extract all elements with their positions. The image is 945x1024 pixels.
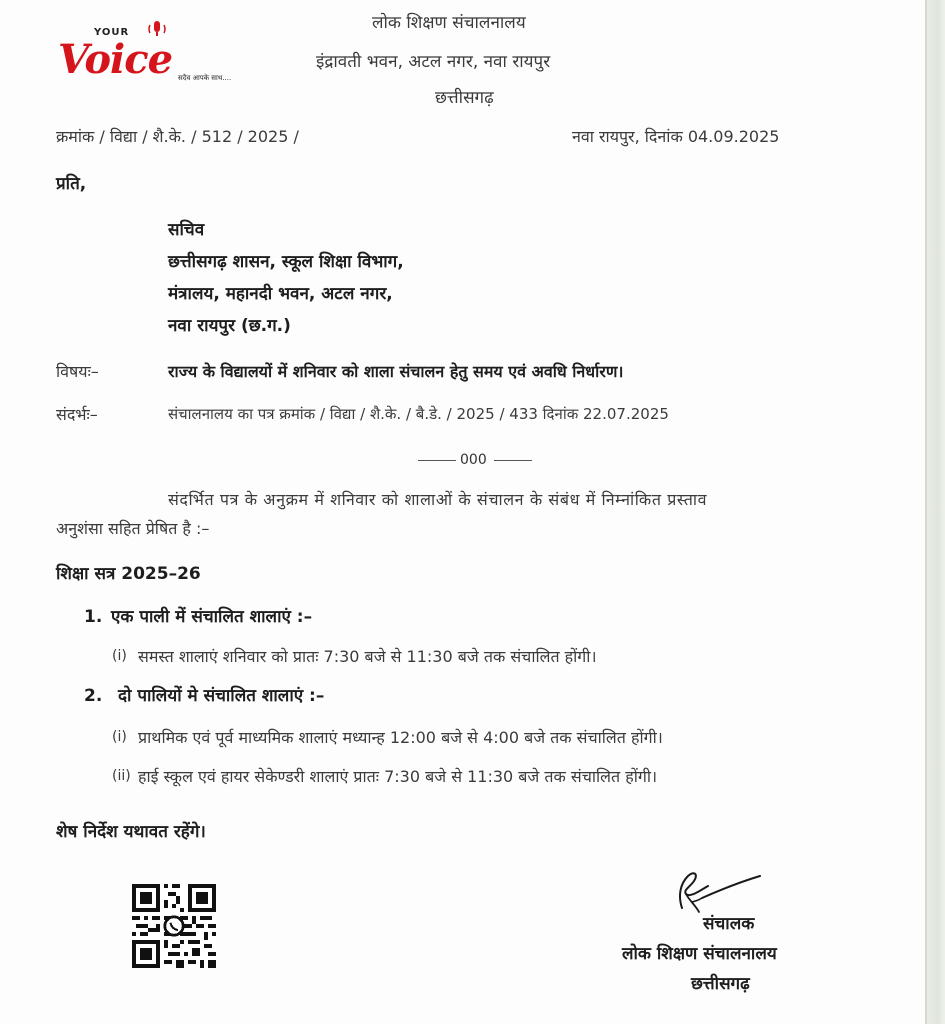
subject-text: राज्य के विद्यालयों में शनिवार को शाला संचालन हेतु समय एवं अवधि निर्धारण।: [168, 362, 624, 381]
logo-top-text: YOUR: [94, 27, 130, 38]
to-label: प्रति,: [56, 174, 87, 194]
sub-item-marker: (i): [112, 648, 127, 664]
closing-remark: शेष निर्देश यथावत रहेंगे।: [56, 822, 206, 842]
signatory-office: लोक शिक्षण संचालनालय: [622, 944, 777, 964]
addressee-line: मंत्रालय, महानदी भवन, अटल नगर,: [168, 284, 393, 304]
addressee-line: सचिव: [168, 220, 205, 240]
item-title: एक पाली में संचालित शालाएं :–: [111, 607, 313, 627]
body-line-2: अनुशंसा सहित प्रेषित है :–: [56, 519, 210, 538]
subject-label: विषयः–: [56, 362, 99, 381]
signatory-state: छत्तीसगढ़: [691, 974, 750, 994]
signatory-title: संचालक: [703, 914, 755, 934]
item-title: दो पालियों मे संचालित शालाएं :–: [118, 686, 325, 706]
item-number: 1.: [84, 607, 103, 627]
place-date: नवा रायपुर, दिनांक 04.09.2025: [572, 127, 780, 146]
sub-item-text: हाई स्कूल एवं हायर सेकेण्डरी शालाएं प्रातः 7:30 बजे से 11:30 बजे तक संचालित होंगी।: [138, 767, 658, 786]
reference-text: संचालनालय का पत्र क्रमांक / विद्या / शै.के. / बै.डे. / 2025 / 433 दिनांक 22.07.2025: [168, 405, 669, 423]
header-office: लोक शिक्षण संचालनालय: [372, 13, 526, 33]
addressee-line: नवा रायपुर (छ.ग.): [168, 316, 291, 336]
sub-item-text: प्राथमिक एवं पूर्व माध्यमिक शालाएं मध्यान्ह 12:00 बजे से 4:00 बजे तक संचालित होंगी।: [138, 728, 663, 747]
reference-label: संदर्भः–: [56, 405, 98, 424]
sub-item-marker: (i): [112, 729, 127, 745]
body-line-1: संदर्भित पत्र के अनुक्रम में शनिवार को शालाओं के संचालन के संबंध में निम्नांकित प्रस्ताव: [168, 490, 708, 509]
logo-main-text: Voice: [58, 36, 173, 83]
addressee-line: छत्तीसगढ़ शासन, स्कूल शिक्षा विभाग,: [168, 252, 404, 272]
header-address: इंद्रावती भवन, अटल नगर, नवा रायपुर: [316, 52, 551, 72]
item-number: 2.: [84, 686, 103, 706]
sub-item-text: समस्त शालाएं शनिवार को प्रातः 7:30 बजे से 11:30 बजे तक संचालित होंगी।: [138, 647, 597, 666]
separator-text: 000: [460, 452, 487, 468]
session-heading: शिक्षा सत्र 2025–26: [56, 564, 201, 584]
handwritten-signature: [668, 862, 768, 922]
qr-code: [132, 884, 216, 968]
header-state: छत्तीसगढ़: [435, 88, 494, 108]
background-strip: [927, 0, 945, 1024]
logo-tagline: सदैव आपके साथ....: [178, 74, 232, 82]
your-voice-logo: [50, 18, 255, 88]
sub-item-marker: (ii): [112, 768, 131, 784]
letter-number: क्रमांक / विद्या / शै.के. / 512 / 2025 /: [56, 127, 299, 146]
separator: [418, 452, 532, 470]
